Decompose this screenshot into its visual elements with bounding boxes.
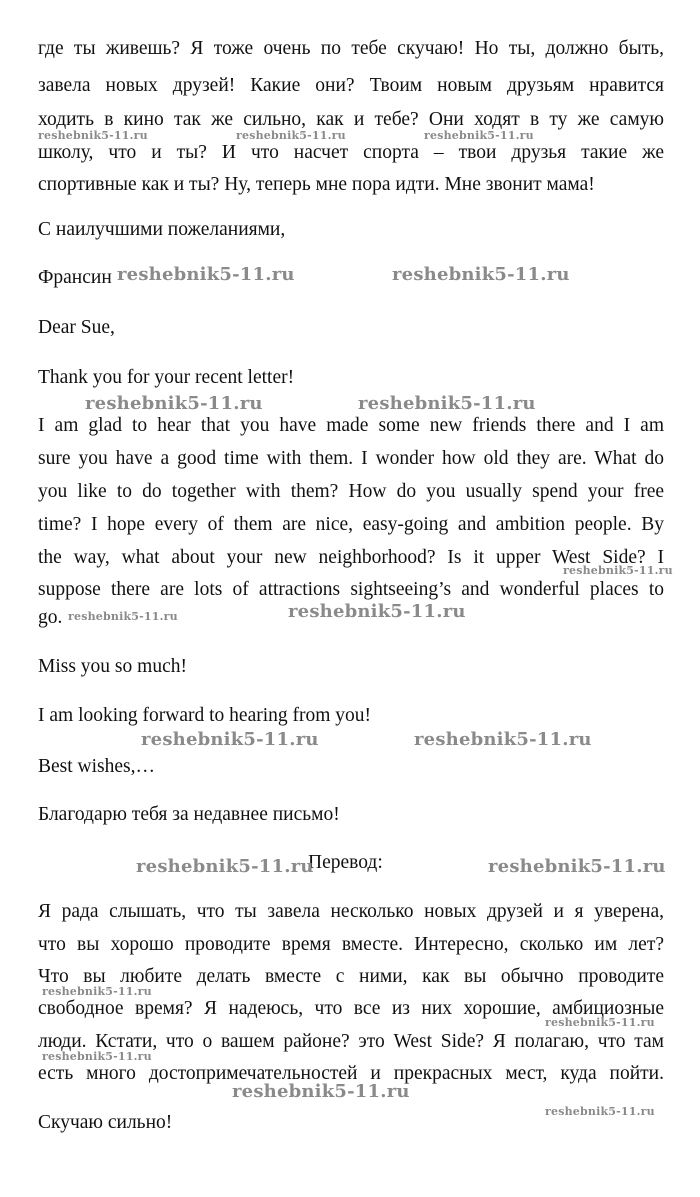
watermark: reshebnik5-11.ru — [42, 1050, 152, 1063]
watermark: reshebnik5-11.ru — [141, 729, 319, 750]
letter-greeting: Dear Sue, — [38, 317, 115, 338]
paragraph-line: свободное время? Я надеюсь, что все из них хорошие, амбициозные — [38, 998, 664, 1019]
watermark: reshebnik5-11.ru — [358, 393, 536, 414]
paragraph-line: где ты живешь? Я тоже очень по тебе скучаю! Но ты, должно быть, — [38, 38, 664, 59]
forward-line: I am looking forward to hearing from you! — [38, 705, 372, 726]
letter-closing: Best wishes,… — [38, 756, 155, 777]
watermark: reshebnik5-11.ru — [488, 856, 666, 877]
paragraph-line: люди. Кстати, что о вашем районе? это West Side? Я полагаю, что там — [38, 1031, 664, 1052]
miss-line: Скучаю сильно! — [38, 1112, 173, 1133]
watermark: reshebnik5-11.ru — [414, 729, 592, 750]
watermark: reshebnik5-11.ru — [232, 1081, 410, 1102]
paragraph-line: you like to do together with them? How do you usually spend your free — [38, 481, 664, 502]
watermark: reshebnik5-11.ru — [288, 601, 466, 622]
paragraph-line: ходить в кино так же сильно, как и тебе? Они ходят в ту же самую — [38, 109, 664, 130]
translation-heading: Перевод: — [308, 852, 383, 873]
paragraph-line: что вы хорошо проводите время вместе. Интересно, сколько им лет? — [38, 934, 664, 955]
paragraph-line: спортивные как и ты? Ну, теперь мне пора идти. Мне звонит мама! — [38, 174, 595, 195]
paragraph-line: завела новых друзей! Какие они? Твоим новым друзьям нравится — [38, 75, 664, 96]
watermark: reshebnik5-11.ru — [424, 129, 534, 142]
paragraph-line: suppose there are lots of attractions sightseeing’s and wonderful places to — [38, 579, 664, 600]
thanks-line: Thank you for your recent letter! — [38, 367, 295, 388]
watermark: reshebnik5-11.ru — [117, 264, 295, 285]
watermark: reshebnik5-11.ru — [38, 129, 148, 142]
watermark: reshebnik5-11.ru — [136, 856, 314, 877]
watermark: reshebnik5-11.ru — [545, 1105, 655, 1118]
paragraph-line: Я рада слышать, что ты завела несколько новых друзей и я уверена, — [38, 901, 664, 922]
watermark: reshebnik5-11.ru — [68, 610, 178, 623]
paragraph-line: есть много достопримечательностей и прекрасных мест, куда пойти. — [38, 1063, 664, 1084]
watermark: reshebnik5-11.ru — [545, 1016, 655, 1029]
watermark: reshebnik5-11.ru — [563, 564, 673, 577]
watermark: reshebnik5-11.ru — [85, 393, 263, 414]
translation-thanks: Благодарю тебя за недавнее письмо! — [38, 804, 340, 825]
paragraph-line: the way, what about your new neighborhood? Is it upper West Side? I — [38, 547, 664, 568]
watermark: reshebnik5-11.ru — [42, 985, 152, 998]
paragraph-line: школу, что и ты? И что насчет спорта – твои друзья такие же — [38, 142, 664, 163]
paragraph-line: sure you have a good time with them. I wonder how old they are. What do — [38, 448, 664, 469]
miss-line: Miss you so much! — [38, 656, 187, 677]
watermark: reshebnik5-11.ru — [392, 264, 570, 285]
paragraph-line: go. — [38, 607, 63, 628]
paragraph-line: I am glad to hear that you have made some new friends there and I am — [38, 415, 664, 436]
paragraph-line: Что вы любите делать вместе с ними, как вы обычно проводите — [38, 966, 664, 987]
watermark: reshebnik5-11.ru — [236, 129, 346, 142]
letter-signature: Франсин — [38, 267, 112, 288]
letter-closing: С наилучшими пожеланиями, — [38, 219, 286, 240]
paragraph-line: time? I hope every of them are nice, easy-going and ambition people. By — [38, 514, 664, 535]
